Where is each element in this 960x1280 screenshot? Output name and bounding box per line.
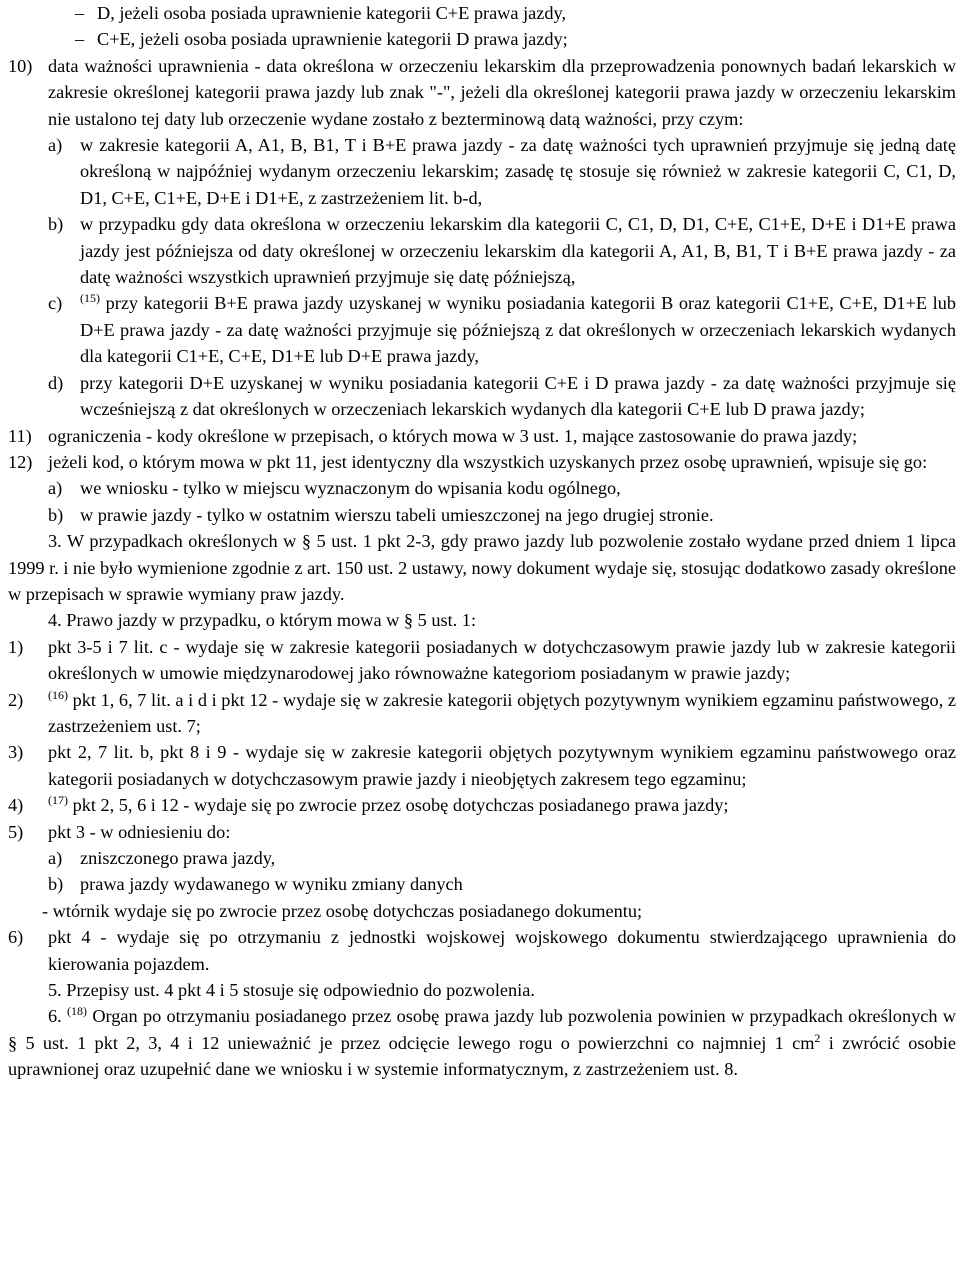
par4-item-4: 4) $^{(17)}$ pkt 2, 5, 6 i 12 - wydaje się po zwrocie przez osobę dotychczas posiadanego prawa jazdy; (8, 793, 729, 816)
list-item-12 (8, 449, 956, 528)
sub-item-b: b) w przypadku gdy data określona w orzeczeniu lekarskim dla kategorii C, C1, D, D1, C+E, C1+E, D+E i D1+E prawa jazdy jest późniejsza od daty określonej w orzeczeniu lekarskim dla kategorii A, A1, B, B1, T i B+E prawa jazdy - za datę ważności wszystkich uprawnień przyjmuje się datę późniejszą, (48, 214, 956, 288)
list-item-11 (8, 423, 956, 449)
sub-item-b: b) prawa jazdy wydawanego w wyniku zmiany danych (48, 874, 463, 895)
item-body (48, 53, 956, 423)
paragraph-4: 4. Prawo jazdy w przypadku, o którym mowa w § 5 ust. 1: (48, 610, 477, 631)
par4-item-5-tail: - wtórnik wydaje się po zwrocie przez osobę dotychczas posiadanego dokumentu; (42, 900, 643, 921)
item-number: 11) (8, 425, 32, 446)
dash-text: C+E, jeżeli osoba posiada uprawnienie kategorii D prawa jazdy; (97, 29, 568, 50)
item-number: 10) (8, 55, 33, 76)
paragraph-5: 5. Przepisy ust. 4 pkt 4 i 5 stosuje się odpowiednio do pozwolenia. (48, 980, 535, 1001)
sub-item-d: d) przy kategorii D+E uzyskanej w wyniku posiadania kategorii C+E i D prawa jazdy - za datę ważności przyjmuje się wcześniejszą z dat określonych w orzeczeniach lekarskich wydanych dla kategorii C+E lub D prawa jazdy; (48, 372, 956, 420)
item-body (48, 449, 956, 528)
list-item-10 (8, 53, 956, 423)
dash-marker: – (75, 29, 85, 50)
footnote-ref: (18) (67, 1004, 88, 1019)
par4-item-1: 1) pkt 3-5 i 7 lit. c - wydaje się w zakresie kategorii posiadanych w dotychczasowym prawie jazdy lub w zakresie kategorii określonych w umowie międzynarodowej jako równoważne kategoriom posiadanym w prawie jazdy; (8, 636, 956, 684)
dash-marker: – (75, 3, 85, 23)
dash-text: D, jeżeli osoba posiada uprawnienie kategorii C+E prawa jazdy, (97, 3, 567, 23)
paragraph-6: 6. $^{(18)}$ Organ po otrzymaniu posiadanego przez osobę prawa jazdy lub pozwolenia powinien w przypadkach określonych w § 5 ust. 1 pkt 2, 3, 4 i 12 unieważnić je przez odcięcie lewego rogu o powierzchni co najmniej 1 $cm^2$ i zwrócić osobie uprawnionej oraz uzupełnić dane we wniosku i w systemie informatycznym, z zastrzeżeniem ust. 8. (8, 1004, 956, 1080)
sub-item-c: c) $^{(15)}$ przy kategorii B+E prawa jazdy uzyskanej w wyniku posiadania kategorii B oraz kategorii C1+E, C+E, D1+E lub D+E prawa jazdy - za datę ważności przyjmuje się późniejszą z dat określonych w orzeczeniach lekarskich wydanych dla kategorii C1+E, C+E, D1+E lub D+E prawa jazdy, (48, 291, 956, 367)
footnote-ref: (15) (80, 291, 100, 306)
superscript-2: 2 (814, 1030, 821, 1045)
par4-item-6: 6) pkt 4 - wydaje się po otrzymaniu z jednostki wojskowej wojskowego dokumentu stwierdzającego uprawnienia do kierowania pojazdem. (8, 927, 956, 974)
item-body: pkt 3 - w odniesieniu do: a) zniszczonego prawa jazdy, b) prawa jazdy wydawanego w wyniku zmiany danych (48, 819, 956, 898)
item-text: ograniczenia - kody określone w przepisach, o których mowa w 3 ust. 1, mające zastosowanie do prawa jazdy; (48, 425, 858, 446)
dash-item-1 (8, 0, 956, 26)
dash-item-2 (8, 26, 956, 52)
par4-item-3: 3) pkt 2, 7 lit. b, pkt 8 i 9 - wydaje się w zakresie kategorii objętych pozytywnym wynikiem egzaminu państwowego oraz kategorii posiadanych w dotychczasowym prawie jazdy i nieobjętych zakresem tego egzaminu; (8, 742, 956, 789)
document-page (8, 0, 956, 1083)
paragraph-3: 3. W przypadkach określonych w § 5 ust. 1 pkt 2-3, gdy prawo jazdy lub pozwolenie zostało wydane przed dniem 1 lipca 1999 r. i nie było wymienione zgodnie z art. 150 ust. 2 ustawy, nowy dokument wydaje się, stosując dodatkowo zasady określone w przepisach w sprawie wymiany praw jazdy. (8, 531, 956, 604)
item-number: 12) (8, 451, 33, 472)
sub-item-a: a) zniszczonego prawa jazdy, (48, 848, 276, 868)
par4-item-2: 2) $^{(16)}$ pkt 1, 6, 7 lit. a i d i pkt 12 - wydaje się w zakresie kategorii objętych pozytywnym wynikiem egzaminu państwowego, z zastrzeżeniem ust. 7; (8, 687, 957, 736)
footnote-ref: (16) (48, 687, 68, 702)
sub-item-a: a) w zakresie kategorii A, A1, B, B1, T i B+E prawa jazdy - za datę ważności tych uprawnień przyjmuje się jedną datę określoną w najpóźniej wydanym orzeczeniu lekarskim; zasadę tę stosuje się również w zakresie kategorii C, C1, D, D1, C+E, C1+E, D+E i D1+E, z zastrzeżeniem lit. b-d, (48, 135, 956, 208)
item-text: jeżeli kod, o którym mowa w pkt 11, jest identyczny dla wszystkich uzyskanych przez osobę uprawnień, wpisuje się go: (48, 451, 928, 472)
item-text: data ważności uprawnienia - data określona w orzeczeniu lekarskim dla przeprowadzenia ponownych badań lekarskich w zakresie określonej kategorii prawa jazdy lub znak "-", jeżeli dla określonej kategorii prawa jazdy w orzeczeniu lekarskim nie ustalono tej daty lub orzeczenie wydane zostało z bezterminową datą ważności, przy czym: (48, 55, 956, 129)
footnote-ref: (17) (48, 793, 68, 808)
par4-item-5: 5) pkt 3 - w odniesieniu do: a) zniszczonego prawa jazdy, b) prawa jazdy wydawanego w wyniku zmiany danych (8, 819, 956, 898)
sub-item-b: b) w prawie jazdy - tylko w ostatnim wierszu tabeli umieszczonej na jego drugiej stronie. (48, 504, 714, 525)
sub-item-a: a) we wniosku - tylko w miejscu wyznaczonym do wpisania kodu ogólnego, (48, 478, 621, 499)
